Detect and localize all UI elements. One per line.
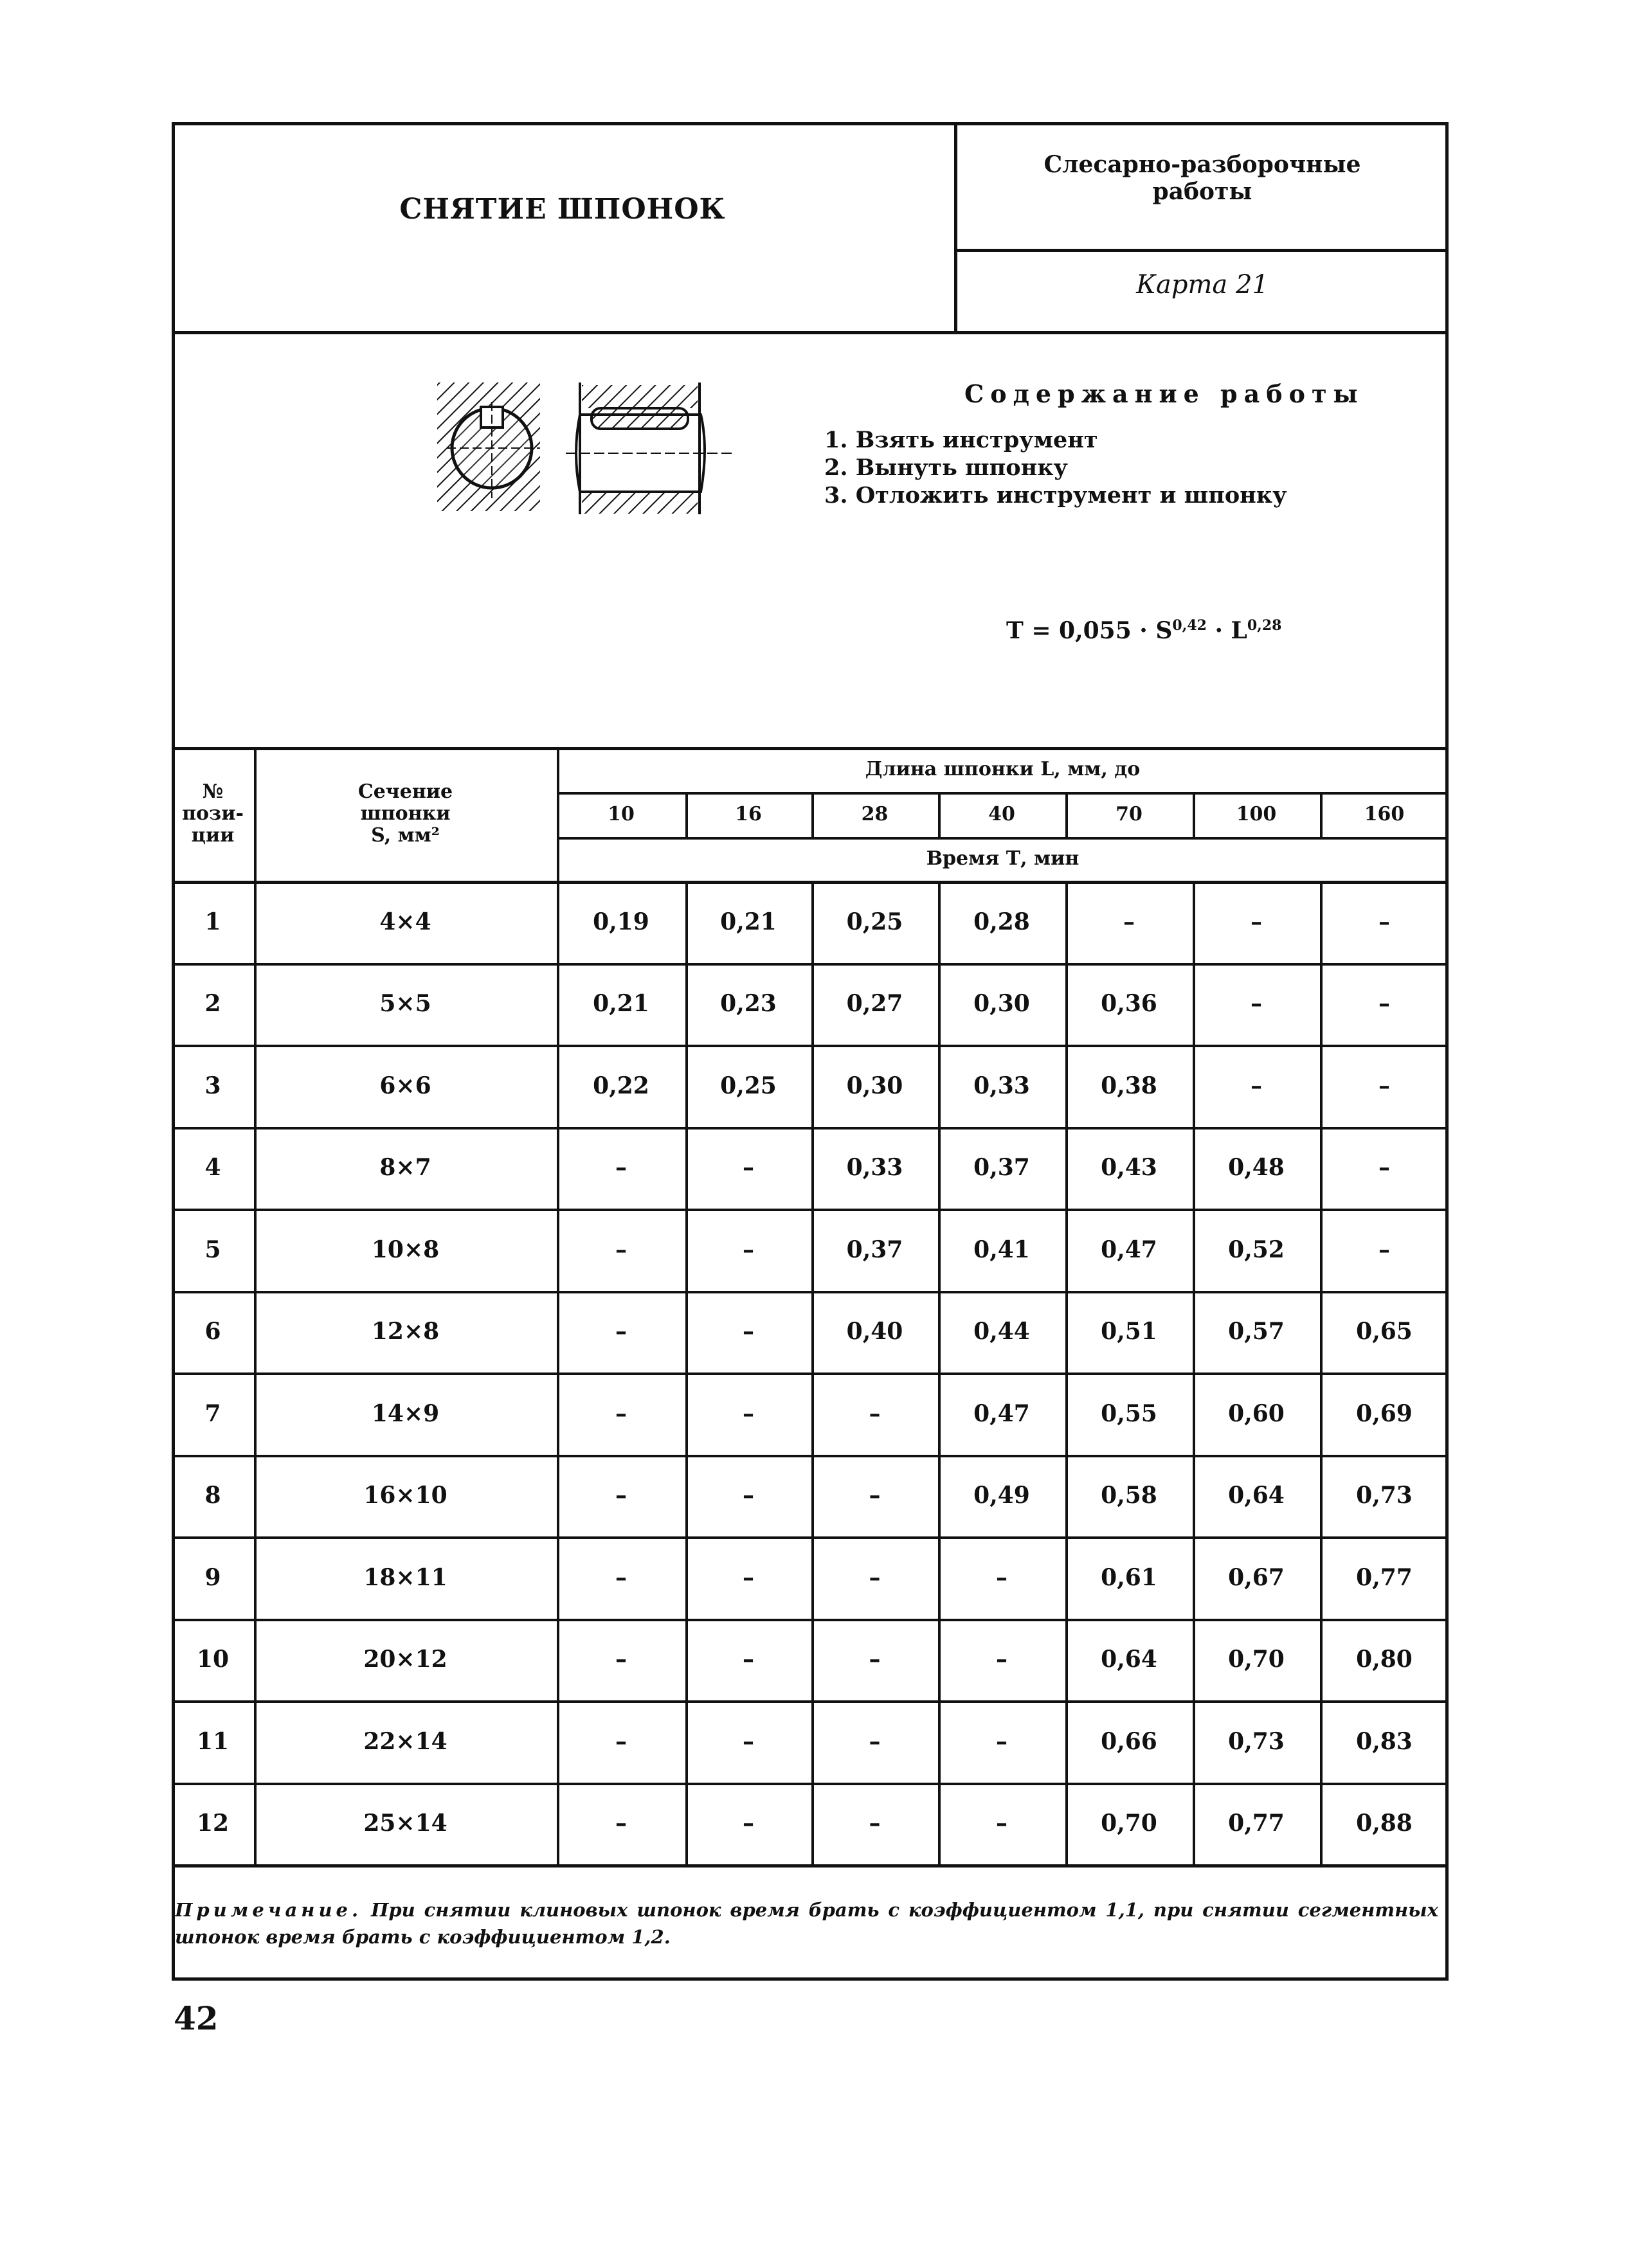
time-value-cell: 0,36: [1101, 990, 1157, 1018]
time-value-cell: 0,21: [720, 908, 777, 935]
time-value-cell: 0,88: [1356, 1810, 1413, 1837]
time-value-cell: –: [615, 1727, 627, 1755]
header-divider-vertical: [954, 122, 957, 334]
time-value-cell: 0,60: [1228, 1400, 1285, 1427]
row-position: 8: [204, 1482, 221, 1509]
time-value-cell: –: [1123, 908, 1135, 935]
time-value-cell: 0,58: [1101, 1482, 1157, 1509]
time-value-cell: –: [1378, 990, 1390, 1018]
time-value-cell: –: [1251, 1072, 1262, 1099]
formula-prefix: T = 0,055 · S: [1006, 617, 1173, 644]
time-value-cell: 0,67: [1228, 1563, 1285, 1591]
formula-middle: · L: [1206, 617, 1247, 644]
time-value-cell: –: [996, 1646, 1007, 1673]
time-value-cell: 0,70: [1228, 1646, 1285, 1673]
time-value-cell: 0,27: [846, 990, 903, 1018]
time-value-cell: –: [869, 1400, 881, 1427]
formula-exponent-s: 0,42: [1172, 617, 1207, 634]
time-value-cell: –: [1378, 1154, 1390, 1182]
time-value-cell: 0,40: [846, 1318, 903, 1346]
row-section: 22×14: [363, 1727, 447, 1755]
time-value-cell: 0,73: [1228, 1727, 1285, 1755]
row-section: 14×9: [371, 1400, 440, 1427]
time-value-cell: 0,38: [1101, 1072, 1157, 1099]
time-value-cell: 0,48: [1228, 1154, 1285, 1182]
time-value-cell: –: [615, 1482, 627, 1509]
page-number: 42: [174, 1999, 219, 2037]
section-name-line1: Слесарно-разборочные: [1043, 151, 1361, 178]
section-name-line2: работы: [1152, 178, 1252, 205]
time-value-cell: –: [996, 1727, 1007, 1755]
row-position: 3: [204, 1072, 221, 1099]
time-value-cell: –: [1378, 908, 1390, 935]
time-value-cell: –: [615, 1646, 627, 1673]
col-header-position-line: №: [202, 780, 224, 803]
length-column-header: 70: [1116, 803, 1143, 825]
row-section: 6×6: [379, 1072, 431, 1099]
section-name: [958, 151, 1447, 205]
col-header-position-line: ции: [191, 824, 235, 847]
time-value-cell: –: [743, 1154, 754, 1182]
length-column-header: 40: [988, 803, 1015, 825]
length-column-header: 100: [1236, 803, 1277, 825]
time-value-cell: 0,83: [1356, 1727, 1413, 1755]
time-value-cell: 0,28: [973, 908, 1030, 935]
time-value-cell: 0,47: [973, 1400, 1030, 1427]
time-value-cell: 0,70: [1101, 1810, 1157, 1837]
col-header-section-line: Сечение: [357, 780, 453, 803]
time-value-cell: 0,47: [1101, 1236, 1157, 1263]
time-value-cell: 0,69: [1356, 1400, 1413, 1427]
length-column-header: 28: [861, 803, 889, 825]
row-position: 6: [204, 1318, 221, 1346]
time-value-cell: –: [869, 1482, 881, 1509]
time-value-cell: 0,73: [1356, 1482, 1413, 1509]
time-value-cell: –: [743, 1482, 754, 1509]
time-value-cell: –: [743, 1318, 754, 1346]
time-value-cell: –: [869, 1727, 881, 1755]
time-value-cell: 0,37: [973, 1154, 1030, 1182]
row-position: 5: [204, 1236, 221, 1263]
time-value-cell: 0,66: [1101, 1727, 1157, 1755]
time-value-cell: 0,41: [973, 1236, 1030, 1263]
row-position: 4: [204, 1154, 221, 1182]
col-header-section-line: S, мм²: [371, 824, 440, 847]
time-value-cell: –: [1378, 1236, 1390, 1263]
time-value-cell: 0,49: [973, 1482, 1030, 1509]
time-value-cell: –: [615, 1154, 627, 1182]
row-position: 1: [204, 908, 221, 935]
length-header: Длина шпонки L, мм, до: [865, 758, 1141, 780]
time-value-cell: 0,25: [846, 908, 903, 935]
row-position: 10: [196, 1646, 230, 1673]
row-section: 16×10: [363, 1482, 447, 1509]
work-content-heading: Содержание работы: [964, 379, 1364, 408]
row-position: 2: [204, 990, 221, 1018]
time-value-cell: –: [1251, 990, 1262, 1018]
time-value-cell: 0,44: [973, 1318, 1030, 1346]
time-value-cell: 0,57: [1228, 1318, 1285, 1346]
time-value-cell: –: [869, 1646, 881, 1673]
time-value-cell: –: [1378, 1072, 1390, 1099]
time-value-cell: 0,43: [1101, 1154, 1157, 1182]
time-value-cell: 0,64: [1101, 1646, 1157, 1673]
time-value-cell: –: [743, 1810, 754, 1837]
row-position: 9: [204, 1563, 221, 1591]
time-value-cell: 0,61: [1101, 1563, 1157, 1591]
time-value-cell: –: [615, 1400, 627, 1427]
time-value-cell: –: [869, 1810, 881, 1837]
time-value-cell: 0,23: [720, 990, 777, 1018]
row-position: 7: [204, 1400, 221, 1427]
row-section: 18×11: [363, 1563, 447, 1591]
time-value-cell: –: [743, 1646, 754, 1673]
row-position: 12: [196, 1810, 230, 1837]
time-value-cell: 0,30: [846, 1072, 903, 1099]
card-number: Карта 21: [1136, 270, 1269, 300]
time-header: Время Т, мин: [926, 847, 1079, 870]
time-value-cell: 0,19: [593, 908, 649, 935]
time-value-cell: 0,77: [1356, 1563, 1413, 1591]
time-value-cell: 0,80: [1356, 1646, 1413, 1673]
time-value-cell: 0,37: [846, 1236, 903, 1263]
row-section: 10×8: [371, 1236, 440, 1263]
note-label: Примечание.: [175, 1899, 363, 1921]
row-section: 12×8: [371, 1318, 440, 1346]
header-divider-horizontal: [954, 249, 1449, 252]
time-value-cell: 0,77: [1228, 1810, 1285, 1837]
row-section: 8×7: [379, 1154, 431, 1182]
time-value-cell: –: [743, 1236, 754, 1263]
time-value-cell: 0,21: [593, 990, 649, 1018]
col-header-section: [254, 747, 557, 881]
formula-exponent-l: 0,28: [1247, 617, 1282, 634]
row-section: 20×12: [363, 1646, 447, 1673]
key-drawing: [431, 376, 739, 527]
work-step: 1. Взять инструмент: [824, 427, 1098, 453]
work-step: 2. Вынуть шпонку: [824, 455, 1068, 481]
table-bottom-line: [172, 1864, 1449, 1868]
time-value-cell: –: [743, 1400, 754, 1427]
time-value-cell: 0,33: [973, 1072, 1030, 1099]
time-formula: [1006, 617, 1281, 644]
time-value-cell: 0,64: [1228, 1482, 1285, 1509]
length-column-header: 160: [1364, 803, 1405, 825]
time-value-cell: –: [1251, 908, 1262, 935]
time-value-cell: –: [869, 1563, 881, 1591]
time-value-cell: 0,52: [1228, 1236, 1285, 1263]
time-value-cell: –: [615, 1236, 627, 1263]
time-value-cell: 0,30: [973, 990, 1030, 1018]
time-value-cell: 0,33: [846, 1154, 903, 1182]
row-section: 5×5: [379, 990, 431, 1018]
time-value-cell: –: [615, 1563, 627, 1591]
row-section: 25×14: [363, 1810, 447, 1837]
header-bottom-line: [172, 331, 1449, 334]
note-text: При снятии клиновых шпонок время брать с коэффициентом 1,1, при снятии сегментных шпонок время брать с коэффициентом 1,2.: [175, 1899, 1438, 1948]
time-value-cell: 0,65: [1356, 1318, 1413, 1346]
time-value-cell: –: [743, 1563, 754, 1591]
time-value-cell: 0,25: [720, 1072, 777, 1099]
row-section: 4×4: [379, 908, 431, 935]
time-value-cell: –: [615, 1810, 627, 1837]
time-value-cell: 0,51: [1101, 1318, 1157, 1346]
col-header-position: [172, 747, 254, 881]
time-value-cell: –: [743, 1727, 754, 1755]
page-title: СНЯТИЕ ШПОНОК: [399, 193, 726, 226]
work-steps-list: [824, 426, 1287, 509]
col-header-position-line: пози-: [182, 802, 244, 825]
note: [175, 1896, 1438, 1950]
time-value-cell: 0,22: [593, 1072, 649, 1099]
work-step: 3. Отложить инструмент и шпонку: [824, 482, 1287, 509]
time-value-cell: –: [996, 1563, 1007, 1591]
col-header-section-line: шпонки: [360, 802, 451, 825]
length-column-header: 16: [735, 803, 762, 825]
time-value-cell: 0,55: [1101, 1400, 1157, 1427]
time-value-cell: –: [615, 1318, 627, 1346]
row-position: 11: [196, 1727, 230, 1755]
length-column-header: 10: [608, 803, 635, 825]
time-value-cell: –: [996, 1810, 1007, 1837]
